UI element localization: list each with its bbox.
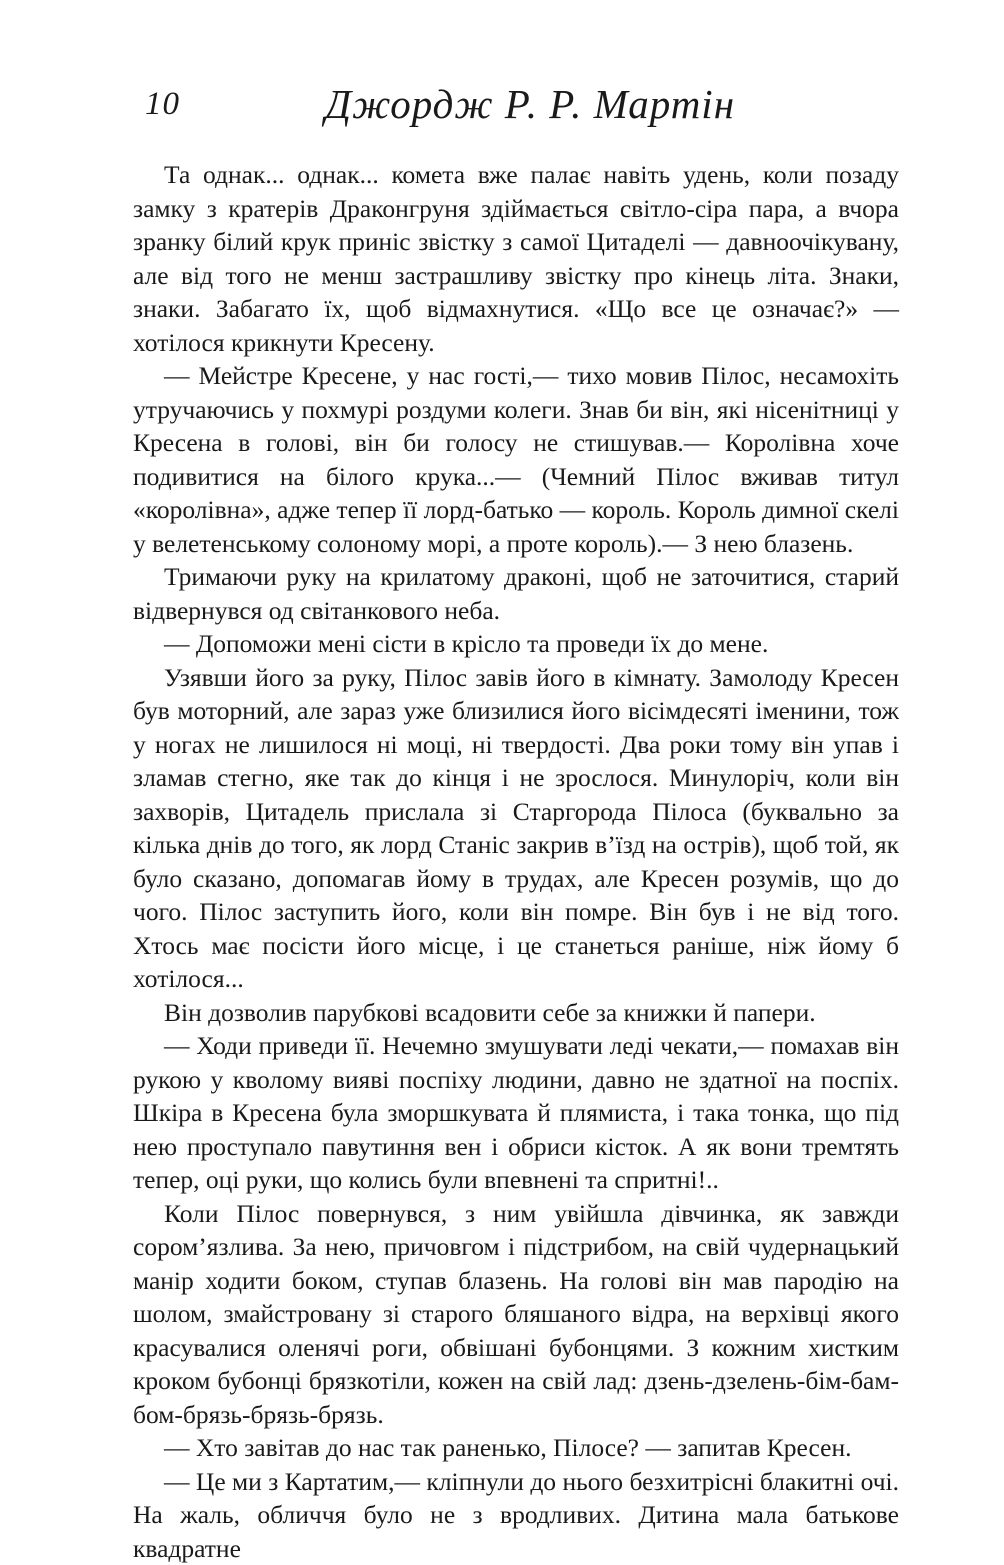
body-text — [133, 158, 899, 1565]
paragraph: Та однак... однак... комета вже палає навіть удень, коли позаду замку з кратерів Драконгруня здіймається світло-сіра пара, а вчора зранку білий крук приніс звістку з самої Цитаделі — давноочікувану, але від того не менш застрашливу звістку про кінець літа. Знаки, знаки. Забагато їх, щоб відмахнутися. «Що все це означає?» — хотілося крикнути Кресену. — [133, 158, 899, 359]
paragraph: Узявши його за руку, Пілос завів його в кімнату. Замолоду Кресен був моторний, але зараз уже близилися його вісімдесяті іменини, тож у ногах не лишилося ні моці, ні твердості. Два роки тому він упав і зламав стегно, яке так до кінця і не зрослося. Минулоріч, коли він захворів, Цитадель прислала зі Старгорода Пілоса (буквально за кілька днів до того, як лорд Станіс закрив в’їзд на острів), щоб той, як було сказано, допомагав йому в трудах, але Кресен розумів, що до чого. Пілос заступить його, коли він помре. Він був і не від того. Хтось має посісти його місце, і це станеться раніше, ніж йому б хотілося... — [133, 661, 899, 996]
paragraph: Тримаючи руку на крилатому драконі, щоб не заточитися, старий відвернувся од світанкового неба. — [133, 560, 899, 627]
paragraph: Коли Пілос повернувся, з ним увійшла дівчинка, як завжди сором’язлива. За нею, причовгом і підстрибом, на свій чудернацький манір ходити боком, ступав блазень. На голові він мав пародію на шолом, змайстровану зі старого бляшаного відра, на верхівці якого красувалися оленячі роги, обвішані бубонцями. З кожним хистким кроком бубонці брязкотіли, кожен на свій лад: дзень-дзелень-бім-бам-бом-брязь-брязь-брязь. — [133, 1197, 899, 1432]
paragraph: — Допоможи мені сісти в крісло та проведи їх до мене. — [133, 627, 899, 661]
paragraph: — Це ми з Картатим,— кліпнули до нього безхитрісні блакитні очі. На жаль, обличчя було не з вродливих. Дитина мала батькове квадратне — [133, 1465, 899, 1565]
paragraph: — Мейстре Кресене, у нас гості,— тихо мовив Пілос, несамохіть утручаючись у похмурі роздуми колеги. Знав би він, які нісенітниці у Кресена в голові, він би голосу не стишував.— Королівна хоче подивитися на білого крука...— (Чемний Пілос вживав титул «королівна», адже тепер її лорд-батько — король. Король димної скелі у велетенському солоному морі, а проте король).— З нею блазень. — [133, 359, 899, 560]
paragraph: — Ходи приведи її. Нечемно змушувати леді чекати,— помахав він рукою у кволому виявi поспіху людини, давно не здатної на поспіх. Шкіра в Кресена була зморшкувата й плямиста, і така тонка, що під нею проступало павутиння вен і обриси кісток. А як вони тремтять тепер, оці руки, що колись були впевнені та спритні!.. — [133, 1029, 899, 1197]
paragraph: — Хто завітав до нас так раненько, Пілосе? — запитав Кресен. — [133, 1431, 899, 1465]
page-number: 10 — [145, 86, 180, 123]
running-title: Джордж Р. Р. Мартін — [325, 80, 735, 128]
page-header — [130, 74, 900, 134]
paragraph: Він дозволив парубкові всадовити себе за книжки й папери. — [133, 996, 899, 1030]
